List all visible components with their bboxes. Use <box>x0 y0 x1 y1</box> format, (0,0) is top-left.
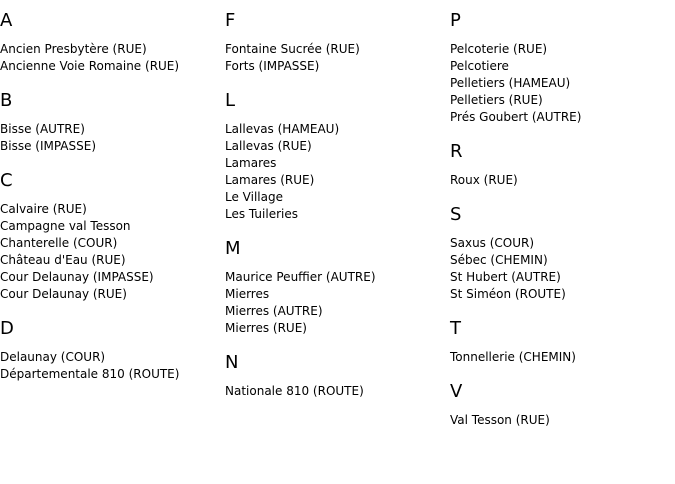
letter-heading: C <box>0 170 13 191</box>
street-list <box>450 172 670 189</box>
street-link[interactable]: Nationale 810 (ROUTE) <box>225 384 364 398</box>
street-link[interactable]: Fontaine Sucrée (RUE) <box>225 42 360 56</box>
street-link[interactable]: Les Tuileries <box>225 207 298 221</box>
street-link[interactable]: Château d'Eau (RUE) <box>0 253 126 267</box>
street-link[interactable]: Ancien Presbytère (RUE) <box>0 42 147 56</box>
letter-heading: F <box>225 10 236 31</box>
letter-heading: L <box>225 90 236 111</box>
street-link[interactable]: Tonnellerie (CHEMIN) <box>450 350 576 364</box>
street-link[interactable]: Ancienne Voie Romaine (RUE) <box>0 59 180 73</box>
letter-group <box>225 10 445 75</box>
street-list <box>225 269 445 337</box>
street-list <box>450 41 670 126</box>
street-list <box>225 41 445 75</box>
street-link[interactable]: Calvaire (RUE) <box>0 202 87 216</box>
letter-group <box>450 10 670 126</box>
street-list <box>0 121 220 155</box>
letter-group <box>450 318 670 366</box>
letter-group <box>225 352 445 400</box>
street-link[interactable]: Départementale 810 (ROUTE) <box>0 367 180 381</box>
street-link[interactable]: Roux (RUE) <box>450 173 518 187</box>
street-list <box>450 235 670 303</box>
street-link[interactable]: Pelletiers (RUE) <box>450 93 543 107</box>
street-link[interactable]: Lallevas (HAMEAU) <box>225 122 340 136</box>
letter-group <box>0 90 220 155</box>
street-link[interactable]: Bisse (AUTRE) <box>0 122 85 136</box>
street-list <box>0 201 220 303</box>
street-link[interactable]: Lamares <box>225 156 277 170</box>
letter-heading: N <box>225 352 239 373</box>
street-link[interactable]: Pelcotiere <box>450 59 509 73</box>
street-link[interactable]: Chanterelle (COUR) <box>0 236 118 250</box>
index-column <box>450 10 670 444</box>
letter-group <box>225 238 445 337</box>
street-link[interactable]: Forts (IMPASSE) <box>225 59 320 73</box>
street-link[interactable]: St Hubert (AUTRE) <box>450 270 561 284</box>
street-link[interactable]: Cour Delaunay (RUE) <box>0 287 127 301</box>
letter-heading: A <box>0 10 13 31</box>
street-link[interactable]: Bisse (IMPASSE) <box>0 139 97 153</box>
street-link[interactable]: Saxus (COUR) <box>450 236 535 250</box>
letter-group <box>0 318 220 383</box>
index-column <box>0 10 220 398</box>
letter-group <box>0 170 220 303</box>
street-link[interactable]: Cour Delaunay (IMPASSE) <box>0 270 154 284</box>
street-list <box>450 412 670 429</box>
letter-group <box>450 381 670 429</box>
letter-heading: V <box>450 381 463 402</box>
street-link[interactable]: Prés Goubert (AUTRE) <box>450 110 582 124</box>
street-link[interactable]: Lallevas (RUE) <box>225 139 312 153</box>
letter-group <box>225 90 445 223</box>
index-column <box>225 10 445 415</box>
street-link[interactable]: Mierres (AUTRE) <box>225 304 323 318</box>
street-link[interactable]: Lamares (RUE) <box>225 173 315 187</box>
street-list <box>225 383 445 400</box>
street-link[interactable]: Pelletiers (HAMEAU) <box>450 76 571 90</box>
street-list <box>0 41 220 75</box>
letter-heading: M <box>225 238 241 259</box>
street-link[interactable]: Campagne val Tesson <box>0 219 131 233</box>
street-link[interactable]: St Siméon (ROUTE) <box>450 287 566 301</box>
street-link[interactable]: Pelcoterie (RUE) <box>450 42 548 56</box>
letter-group <box>0 10 220 75</box>
letter-group <box>450 204 670 303</box>
street-link[interactable]: Delaunay (COUR) <box>0 350 106 364</box>
street-link[interactable]: Maurice Peuffier (AUTRE) <box>225 270 376 284</box>
letter-heading: S <box>450 204 462 225</box>
letter-heading: T <box>450 318 461 339</box>
letter-heading: R <box>450 141 463 162</box>
letter-heading: P <box>450 10 461 31</box>
street-list <box>225 121 445 223</box>
street-list <box>0 349 220 383</box>
street-link[interactable]: Mierres <box>225 287 270 301</box>
letter-heading: D <box>0 318 14 339</box>
street-link[interactable]: Le Village <box>225 190 283 204</box>
street-link[interactable]: Mierres (RUE) <box>225 321 307 335</box>
street-link[interactable]: Val Tesson (RUE) <box>450 413 550 427</box>
letter-group <box>450 141 670 189</box>
street-list <box>450 349 670 366</box>
letter-heading: B <box>0 90 13 111</box>
street-link[interactable]: Sébec (CHEMIN) <box>450 253 548 267</box>
